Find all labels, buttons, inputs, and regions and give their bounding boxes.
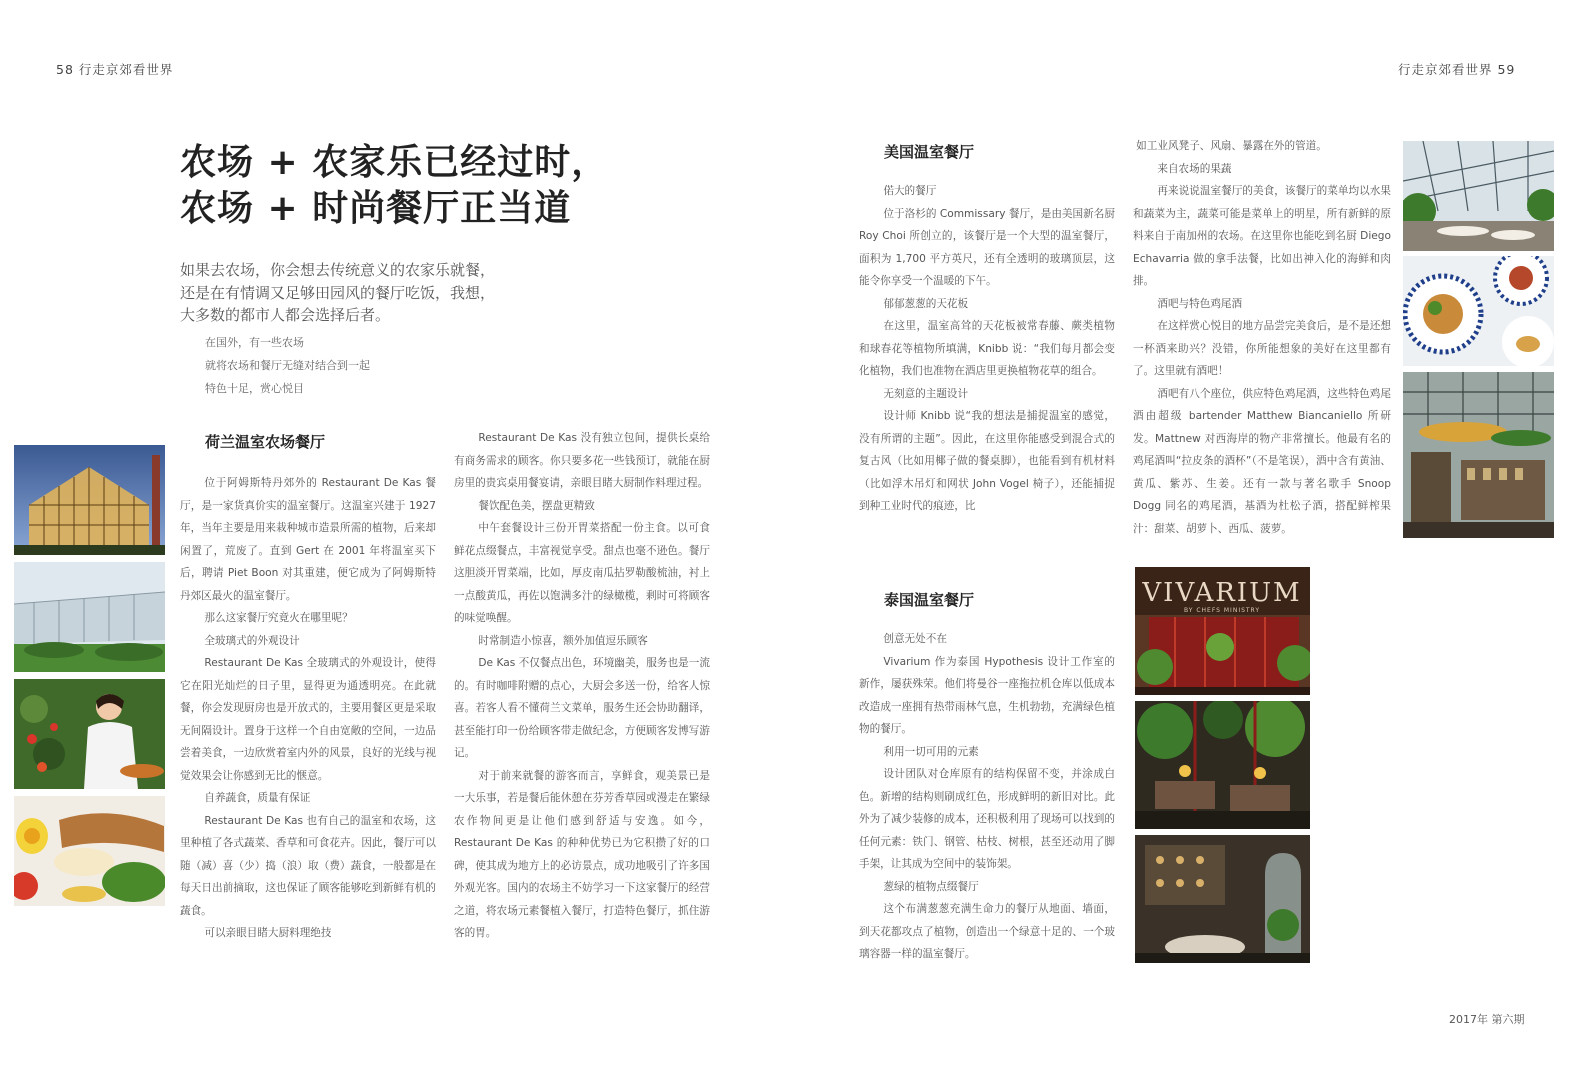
nl-col2-para-2: 中午套餐设计三份开胃菜搭配一份主食。以可食鲜花点缀餐点，丰富视觉享受。甜点也毫不逊色。餐厅这胆淡开胃菜端，比如，厚皮南瓜拈罗勒酸梳油，衬上一点酸黄瓜，再佐以饱满多汁的绿橄榄，剩时可将顾客的味觉唤醒。 [454,522,710,624]
us-col2-subhead-2: 酒吧与特色鸡尾酒 [1157,297,1243,310]
usa-column-1 [859,180,1115,518]
nl-col2-para-3: De Kas 不仅餐点出色，环境幽美，服务也是一流的。有时咖啡附赠的点心，大厨会多送一份，给客人惊喜。若客人看不懂荷兰文菜单，服务生还会协助翻译，甚至能打印一份给顾客带走做纪念，方便顾客发博写游记。 [454,657,710,759]
th-para-3: 这个布满葱葱充满生命力的餐厅从地面、墙面，到天花都攻点了植物，创造出一个绿意十足的、一个玻璃容器一样的温室餐厅。 [859,903,1115,960]
netherlands-column-1 [180,472,436,945]
headline-line-2: 农场 + 时尚餐厅正当道 [180,188,572,229]
intro-line-2: 还是在有情调又足够田园风的餐厅吃饭，我想， [180,283,496,302]
greenhouse-interior-photo [1403,141,1554,251]
pull-quote-line-1: 在国外，有一些农场 [205,336,304,349]
dish-photo [14,796,165,906]
pull-quote-line-3: 特色十足，赏心悦目 [205,382,304,395]
th-para-1: Vivarium 作为泰国 Hypothesis 设计工作室的新作，屡获殊荣。他们将曼谷一座拖拉机仓库以低成本改造成一座拥有热带雨林气息，生机勃勃，充满绿色植物的餐厅。 [859,655,1115,735]
nl-col2-subhead-2: 时常制造小惊喜，额外加值逗乐顾客 [478,634,648,647]
us-col2-para-2: 再来说说温室餐厅的美食，该餐厅的菜单均以水果和蔬菜为主，蔬菜可能是菜单上的明星，所有新鲜的原料来自于南加州的农场。在这里你也能吃到名厨 Diego Echavarria 做的拿手法餐，比如出神入化的海鲜和肉排。 [1133,185,1391,287]
vivarium-dining-photo [1135,701,1310,829]
us-col1-para-2: 在这里，温室高耸的天花板被常春藤、蕨类植物和球春花等植物所填满，Knibb 说：“我们每月都会变化植物，我们也准物在酒店里更换植物花草的组合。 [859,320,1115,377]
us-col1-subhead-1: 偌大的餐厅 [883,185,937,197]
nl-col1-subhead-4: 可以亲眼目睹大厨料理绝技 [204,927,332,939]
intro-line-3: 大多数的都市人都会选择后者。 [180,306,391,324]
us-col2-para-1: 如工业风凳子、风扇、暴露在外的管道。 [1136,140,1327,152]
th-subhead-3: 葱绿的植物点缀餐厅 [883,880,979,893]
article-intro [180,259,620,327]
us-col1-subhead-2: 郁郁葱葱的天花板 [883,297,969,310]
pull-quote [205,331,505,400]
vivarium-bar-photo [1135,835,1310,963]
nl-col2-para-4: 对于前来就餐的游客而言，享鲜食，观美景已是一大乐事，若是餐后能休憩在芬芳香草园或漫走在繁绿农作物间更是让他们感到舒适与安逸。如今，Restaurant De Kas 的种种优势已为它积攒了好的口碑，使其成为地方上的必访景点，成功地吸引了许多国外观光客。国内的农场主不妨学习一下这家餐厅的经营之道，将农场元素餐植入餐厅，打造特色餐厅，抓住游客的胃。 [454,769,710,939]
nl-col1-para-1: 位于阿姆斯特丹郊外的 Restaurant De Kas 餐厅，是一家货真价实的温室餐厅。这温室兴建于 1927 年，当年主要是用来栽种城市造景所需的植物，后来却闲置了，荒废了。直到 Gert 在 2001 年将温室买下后，聘请 Piet Boon 对其重建，便它成为了阿姆斯特丹郊区最火的温室餐厅。 [180,477,436,602]
running-head-right: 行走京郊看世界 59 [1398,62,1516,77]
section-title-thailand: 泰国温室餐厅 [884,591,975,609]
th-para-2: 设计团队对仓库原有的结构保留不变，并涂成白色。新增的结构则刷成红色，形成鲜明的新旧对比。此外为了减少装修的成本，还积极利用了现场可以找到的任何元素：铁门、钢管、枯枝、树根，甚至还动用了脚手架，让其成为空间中的装饰架。 [859,768,1115,870]
us-col1-para-3: 设计师 Knibb 说“我的想法是捕捉温室的感觉，没有所谓的主题”。因此，在这里你能感受到混合式的复古风（比如用椰子做的餐桌脚），也能看到有机材料（比如浮木吊灯和网状 John Vogel 椅子），还能捕捉到种工业时代的痕迹，比 [859,410,1115,512]
article-headline [180,140,700,232]
usa-column-2 [1133,135,1391,540]
us-col1-subhead-3: 无刻意的主题设计 [883,387,969,400]
th-subhead-2: 利用一切可用的元素 [883,745,979,758]
netherlands-column-2 [454,427,710,945]
nl-col2-para-1: Restaurant De Kas 没有独立包间，提供长桌给有商务需求的顾客。你只要多花一些钱预订，就能在厨房里的贵宾桌用餐宴请，亲眼目睹大厨制作料理过程。 [454,432,710,489]
pull-quote-line-2: 就将农场和餐厅无缝对结合到一起 [205,359,370,372]
headline-line-1: 农场 + 农家乐已经过时， [180,142,609,183]
vivarium-facade-photo [1135,567,1310,695]
nl-col1-subhead-3: 自养蔬食，质量有保证 [204,792,311,804]
bar-interior-photo [1403,372,1554,538]
greenhouse-day-photo [14,562,165,672]
issue-footer: 2017年 第六期 [1449,1013,1525,1026]
intro-line-1: 如果去农场，你会想去传统意义的农家乐就餐， [180,261,496,279]
vivarium-sign-text: VIVARIUM [1142,578,1302,608]
vivarium-sign-subtext: BY CHEFS MINISTRY [1183,607,1261,614]
running-head-left: 58 行走京郊看世界 [56,62,174,77]
us-col2-para-4: 酒吧有八个座位，供应特色鸡尾酒，这些特色鸡尾酒由超级 bartender Matthew Biancaniello 所研发。Mattnew 对西海岸的物产非常擅长。他最有名的鸡尾酒叫“拉皮条的酒杯”（不是笔误），酒中含有黄油、黄瓜、紫苏、生姜。还有一款与著名歌手 Snoop Dogg 同名的鸡尾酒，基酒为杜松子酒，搭配鲜榨果汁：甜菜、胡萝卜、西瓜、菠萝。 [1133,387,1391,535]
us-col2-para-3: 在这样赏心悦目的地方品尝完美食后，是不是还想一杯酒来助兴？没错，你所能想象的美好在这里都有了。这里就有酒吧！ [1133,320,1391,377]
greenhouse-night-photo [14,445,165,555]
thailand-column [859,628,1115,966]
us-col1-para-1: 位于洛杉的 Commissary 餐厅，是由美国新名厨 Roy Choi 所创立的，该餐厅是一个大型的温室餐厅，面积为 1,700 平方英尺，还有全透明的玻璃顶层，这能令你享受一个温暖的下午。 [859,207,1115,287]
chef-garden-photo [14,679,165,789]
food-plates-photo [1403,256,1554,366]
nl-col1-para-2: Restaurant De Kas 全玻璃式的外观设计，使得它在阳光灿烂的日子里，显得更为通透明亮。在此就餐，你会发现厨房也是开放式的，主要用餐区更是采取无间隔设计。置身于这样一个自由宽敞的空间，一边品尝着美食，一边欣赏着室内外的风景，良好的光线与视觉效果会让你感到无比的惬意。 [180,657,436,782]
nl-col1-subhead-1: 那么这家餐厅究竟火在哪里呢？ [204,612,353,624]
us-col2-subhead-1: 来自农场的果蔬 [1157,162,1232,175]
section-title-usa: 美国温室餐厅 [884,143,975,161]
nl-col2-subhead-1: 餐饮配色美，摆盘更精致 [478,499,595,512]
nl-col1-subhead-2: 全玻璃式的外观设计 [204,634,300,647]
th-subhead-1: 创意无处不在 [883,633,947,645]
nl-col1-para-3: Restaurant De Kas 也有自己的温室和农场，这里种植了各式蔬菜、香草和可食花卉。因此，餐厅可以随（减）喜（少）捣（浪）取（费）蔬食，一般都是在每天日出前摘取，这也保证了顾客能够吃到新鲜有机的蔬食。 [180,814,436,917]
section-title-netherlands: 荷兰温室农场餐厅 [205,433,326,451]
